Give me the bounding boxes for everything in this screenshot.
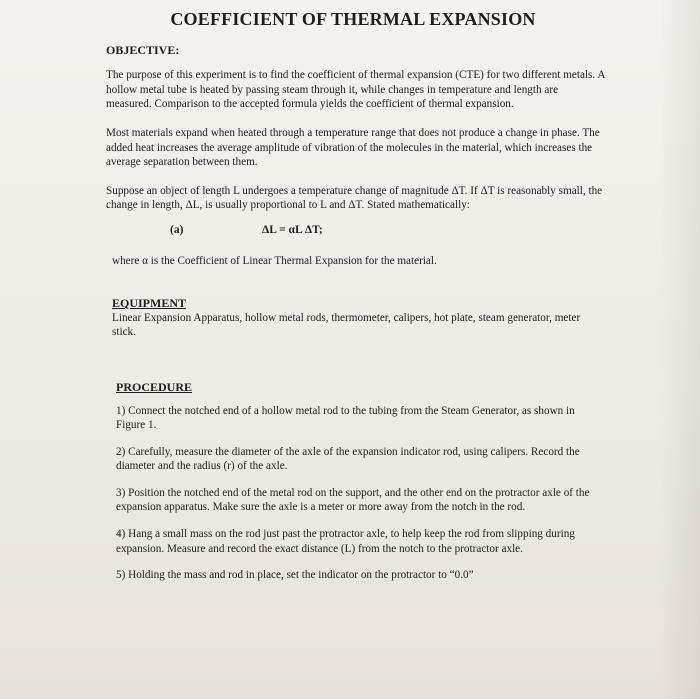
spacer	[106, 282, 606, 296]
objective-paragraph-3: Suppose an object of length L undergoes a temperature change of magnitude ΔT. If ΔT is reasonably small, the change in length, ΔL, is usually proportional to L and ΔT. Stated mathematically:	[106, 184, 603, 212]
formula-equation: ΔL = αL ΔT;	[262, 223, 323, 236]
spacer	[106, 354, 606, 380]
document-content	[106, 9, 606, 595]
procedure-heading: PROCEDURE	[116, 379, 193, 394]
objective-paragraph-1: The purpose of this experiment is to find the coefficient of thermal expansion (CTE) for two different metals. A hollow metal tube is heated by passing steam through it, while changes in temperature and length are measured. Comparison to the accepted formula yields the coefficient of thermal expansion.	[106, 69, 605, 111]
document-title: COEFFICIENT OF THERMAL EXPANSION	[170, 9, 536, 29]
formula-label: (a)	[170, 223, 184, 236]
procedure-step-4: 4) Hang a small mass on the rod just past the protractor axle, to help keep the rod from slipping during expansion. Measure and record the exact distance (L) from the notch to the protractor axle.	[116, 528, 575, 555]
objective-paragraph-4: where α is the Coefficient of Linear Thermal Expansion for the material.	[112, 254, 437, 267]
equipment-text: Linear Expansion Apparatus, hollow metal rods, thermometer, calipers, hot plate, steam generator, meter stick.	[112, 311, 581, 339]
equipment-heading: EQUIPMENT	[112, 296, 187, 311]
formula-line	[106, 223, 606, 238]
procedure-step-1: 1) Connect the notched end of a hollow metal rod to the tubing from the Steam Generator, as shown in Figure 1.	[116, 404, 575, 432]
procedure-step-5: 5) Holding the mass and rod in place, set the indicator on the protractor to “0.0”	[116, 569, 474, 582]
page-edge-shadow	[660, 0, 700, 699]
procedure-step-2: 2) Carefully, measure the diameter of the axle of the expansion indicator rod, using calipers. Record the diameter and the radius (r) of the axle.	[116, 445, 580, 473]
objective-heading: OBJECTIVE:	[106, 42, 180, 57]
procedure-step-3: 3) Position the notched end of the metal rod on the support, and the other end on the protractor axle of the expansion apparatus. Make sure the axle is a meter or more away from the notch in the rod.	[116, 486, 590, 514]
objective-paragraph-2: Most materials expand when heated through a temperature range that does not produce a change in phase. The added heat increases the average amplitude of vibration of the molecules in the material, which increases the average separation between them.	[106, 126, 600, 169]
